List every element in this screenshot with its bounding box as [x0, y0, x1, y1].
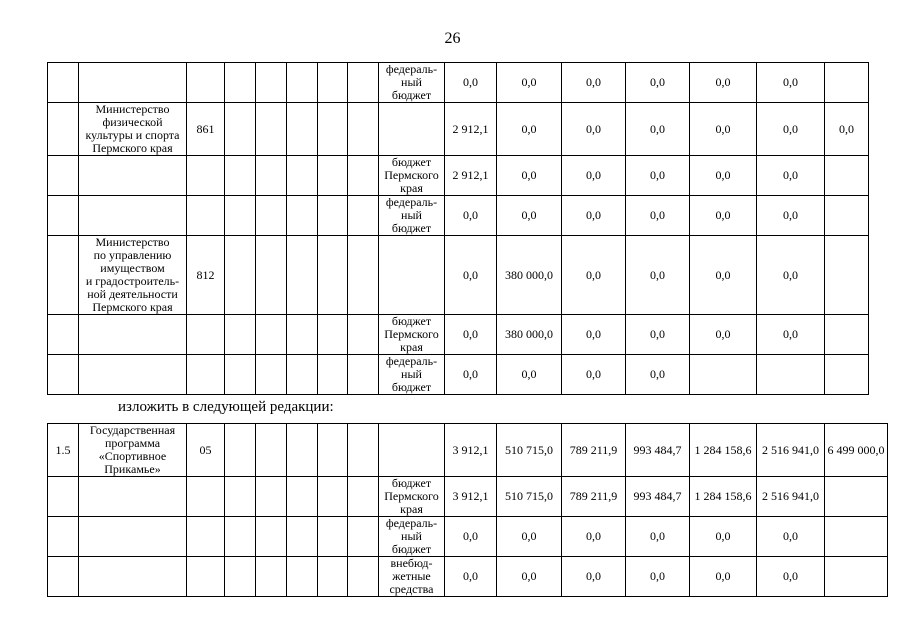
- amount-cell: 1 284 158,6: [690, 477, 757, 517]
- program-name-cell: Министерство по управлению имуществом и градостроитель- ной деятельности Пермского края: [79, 236, 187, 315]
- blank-cell: [225, 355, 256, 395]
- row-number-cell: [48, 103, 79, 156]
- amount-cell: 0,0: [626, 557, 690, 597]
- amount-cell: 0,0: [690, 103, 757, 156]
- blank-cell: [348, 477, 379, 517]
- blank-cell: [348, 355, 379, 395]
- blank-cell: [287, 236, 318, 315]
- amount-cell: 0,0: [562, 236, 626, 315]
- blank-cell: [225, 236, 256, 315]
- funding-source-cell: федераль- ный бюджет: [379, 196, 445, 236]
- amount-cell: 0,0: [562, 315, 626, 355]
- blank-cell: [287, 103, 318, 156]
- amount-cell: 0,0: [562, 517, 626, 557]
- amount-cell: 0,0: [626, 103, 690, 156]
- amount-cell: 0,0: [825, 103, 869, 156]
- blank-cell: [318, 315, 348, 355]
- row-number-cell: [48, 63, 79, 103]
- blank-cell: [348, 63, 379, 103]
- budget-table-before: [47, 62, 869, 395]
- table-row: [48, 355, 869, 395]
- amount-cell: [825, 557, 888, 597]
- program-name-cell: [79, 315, 187, 355]
- amount-cell: [757, 355, 825, 395]
- amount-cell: 0,0: [757, 196, 825, 236]
- program-name-cell: [79, 63, 187, 103]
- table-row: [48, 517, 888, 557]
- amount-cell: 0,0: [497, 196, 562, 236]
- blank-cell: [256, 236, 287, 315]
- program-name-cell: [79, 477, 187, 517]
- program-name-cell: Министерство физической культуры и спорта Пермского края: [79, 103, 187, 156]
- funding-source-cell: [379, 103, 445, 156]
- amount-cell: 510 715,0: [497, 477, 562, 517]
- blank-cell: [348, 517, 379, 557]
- blank-cell: [318, 156, 348, 196]
- table-row: [48, 557, 888, 597]
- amount-cell: 0,0: [626, 156, 690, 196]
- amount-cell: 0,0: [757, 236, 825, 315]
- amount-cell: 0,0: [626, 315, 690, 355]
- amount-cell: 789 211,9: [562, 477, 626, 517]
- amount-cell: 0,0: [690, 315, 757, 355]
- amount-cell: 0,0: [445, 557, 497, 597]
- amount-cell: [825, 517, 888, 557]
- amount-cell: [825, 156, 869, 196]
- amount-cell: 0,0: [562, 355, 626, 395]
- funding-source-cell: федераль- ный бюджет: [379, 517, 445, 557]
- amount-cell: 0,0: [562, 103, 626, 156]
- amount-cell: [825, 63, 869, 103]
- table-row: [48, 196, 869, 236]
- code-cell: [187, 315, 225, 355]
- blank-cell: [348, 156, 379, 196]
- row-number-cell: [48, 557, 79, 597]
- blank-cell: [318, 517, 348, 557]
- blank-cell: [318, 355, 348, 395]
- amount-cell: 6 499 000,0: [825, 424, 888, 477]
- amount-cell: 0,0: [690, 236, 757, 315]
- blank-cell: [225, 196, 256, 236]
- amount-cell: [825, 355, 869, 395]
- amount-cell: 0,0: [626, 236, 690, 315]
- blank-cell: [256, 477, 287, 517]
- blank-cell: [256, 196, 287, 236]
- amount-cell: 0,0: [626, 63, 690, 103]
- blank-cell: [287, 557, 318, 597]
- funding-source-cell: федераль- ный бюджет: [379, 63, 445, 103]
- amount-cell: 0,0: [497, 103, 562, 156]
- amount-cell: 2 516 941,0: [757, 424, 825, 477]
- blank-cell: [225, 477, 256, 517]
- blank-cell: [256, 355, 287, 395]
- blank-cell: [256, 557, 287, 597]
- amount-cell: 0,0: [497, 355, 562, 395]
- table-row: [48, 236, 869, 315]
- blank-cell: [318, 424, 348, 477]
- amount-cell: 0,0: [445, 315, 497, 355]
- row-number-cell: [48, 156, 79, 196]
- amount-cell: 0,0: [757, 103, 825, 156]
- blank-cell: [287, 156, 318, 196]
- page-number: 26: [444, 30, 461, 47]
- code-cell: [187, 517, 225, 557]
- blank-cell: [318, 236, 348, 315]
- amount-cell: 0,0: [562, 63, 626, 103]
- row-number-cell: 1.5: [48, 424, 79, 477]
- amendment-text: изложить в следующей редакции:: [118, 399, 334, 415]
- blank-cell: [348, 315, 379, 355]
- amount-cell: 2 516 941,0: [757, 477, 825, 517]
- blank-cell: [287, 355, 318, 395]
- amount-cell: 2 912,1: [445, 156, 497, 196]
- funding-source-cell: [379, 424, 445, 477]
- row-number-cell: [48, 315, 79, 355]
- amount-cell: 0,0: [497, 156, 562, 196]
- amount-cell: [825, 477, 888, 517]
- blank-cell: [256, 103, 287, 156]
- amount-cell: 0,0: [626, 517, 690, 557]
- blank-cell: [256, 156, 287, 196]
- blank-cell: [318, 557, 348, 597]
- amount-cell: 0,0: [757, 63, 825, 103]
- table-row: [48, 477, 888, 517]
- blank-cell: [256, 63, 287, 103]
- code-cell: [187, 196, 225, 236]
- amount-cell: 0,0: [626, 355, 690, 395]
- table-row: [48, 103, 869, 156]
- blank-cell: [287, 517, 318, 557]
- blank-cell: [225, 156, 256, 196]
- amount-cell: 0,0: [562, 156, 626, 196]
- table-row: [48, 156, 869, 196]
- funding-source-cell: федераль- ный бюджет: [379, 355, 445, 395]
- amount-cell: 0,0: [757, 557, 825, 597]
- amount-cell: 0,0: [445, 63, 497, 103]
- blank-cell: [348, 103, 379, 156]
- code-cell: [187, 156, 225, 196]
- funding-source-cell: [379, 236, 445, 315]
- funding-source-cell: внебюд- жетные средства: [379, 557, 445, 597]
- table-row: [48, 63, 869, 103]
- funding-source-cell: бюджет Пермского края: [379, 477, 445, 517]
- program-name-cell: [79, 355, 187, 395]
- blank-cell: [287, 315, 318, 355]
- amount-cell: 0,0: [562, 196, 626, 236]
- blank-cell: [225, 315, 256, 355]
- blank-cell: [256, 424, 287, 477]
- blank-cell: [225, 63, 256, 103]
- amount-cell: 0,0: [497, 517, 562, 557]
- amount-cell: 0,0: [445, 517, 497, 557]
- table-row: [48, 315, 869, 355]
- program-name-cell: [79, 517, 187, 557]
- amount-cell: [690, 355, 757, 395]
- funding-source-cell: бюджет Пермского края: [379, 315, 445, 355]
- budget-table-after: [47, 423, 888, 597]
- amount-cell: 0,0: [562, 557, 626, 597]
- blank-cell: [256, 315, 287, 355]
- amount-cell: 3 912,1: [445, 424, 497, 477]
- blank-cell: [318, 103, 348, 156]
- program-name-cell: Государственная программа «Спортивное Прикамье»: [79, 424, 187, 477]
- code-cell: 812: [187, 236, 225, 315]
- amount-cell: 0,0: [497, 557, 562, 597]
- code-cell: [187, 63, 225, 103]
- amount-cell: [825, 236, 869, 315]
- table-row: [48, 424, 888, 477]
- blank-cell: [256, 517, 287, 557]
- amount-cell: 380 000,0: [497, 315, 562, 355]
- row-number-cell: [48, 517, 79, 557]
- blank-cell: [287, 477, 318, 517]
- code-cell: 861: [187, 103, 225, 156]
- row-number-cell: [48, 355, 79, 395]
- amount-cell: 0,0: [690, 517, 757, 557]
- program-name-cell: [79, 196, 187, 236]
- amount-cell: 0,0: [757, 517, 825, 557]
- blank-cell: [287, 424, 318, 477]
- blank-cell: [318, 477, 348, 517]
- amount-cell: 2 912,1: [445, 103, 497, 156]
- blank-cell: [287, 63, 318, 103]
- amount-cell: 0,0: [690, 196, 757, 236]
- blank-cell: [225, 103, 256, 156]
- code-cell: [187, 477, 225, 517]
- amount-cell: 0,0: [690, 156, 757, 196]
- amount-cell: 1 284 158,6: [690, 424, 757, 477]
- row-number-cell: [48, 196, 79, 236]
- amount-cell: [825, 315, 869, 355]
- amount-cell: 380 000,0: [497, 236, 562, 315]
- amount-cell: 510 715,0: [497, 424, 562, 477]
- funding-source-cell: бюджет Пермского края: [379, 156, 445, 196]
- blank-cell: [348, 557, 379, 597]
- amount-cell: 0,0: [497, 63, 562, 103]
- code-cell: [187, 355, 225, 395]
- blank-cell: [225, 424, 256, 477]
- blank-cell: [225, 557, 256, 597]
- amount-cell: 3 912,1: [445, 477, 497, 517]
- blank-cell: [348, 424, 379, 477]
- blank-cell: [225, 517, 256, 557]
- amount-cell: 993 484,7: [626, 424, 690, 477]
- amount-cell: 789 211,9: [562, 424, 626, 477]
- program-name-cell: [79, 156, 187, 196]
- blank-cell: [318, 63, 348, 103]
- amount-cell: 0,0: [690, 557, 757, 597]
- code-cell: 05: [187, 424, 225, 477]
- amount-cell: 0,0: [626, 196, 690, 236]
- amount-cell: 0,0: [757, 315, 825, 355]
- amount-cell: 0,0: [445, 355, 497, 395]
- amount-cell: 0,0: [445, 196, 497, 236]
- amount-cell: 993 484,7: [626, 477, 690, 517]
- program-name-cell: [79, 557, 187, 597]
- amount-cell: 0,0: [690, 63, 757, 103]
- code-cell: [187, 557, 225, 597]
- row-number-cell: [48, 477, 79, 517]
- amount-cell: [825, 196, 869, 236]
- row-number-cell: [48, 236, 79, 315]
- blank-cell: [348, 236, 379, 315]
- blank-cell: [348, 196, 379, 236]
- blank-cell: [318, 196, 348, 236]
- amount-cell: 0,0: [757, 156, 825, 196]
- amount-cell: 0,0: [445, 236, 497, 315]
- blank-cell: [287, 196, 318, 236]
